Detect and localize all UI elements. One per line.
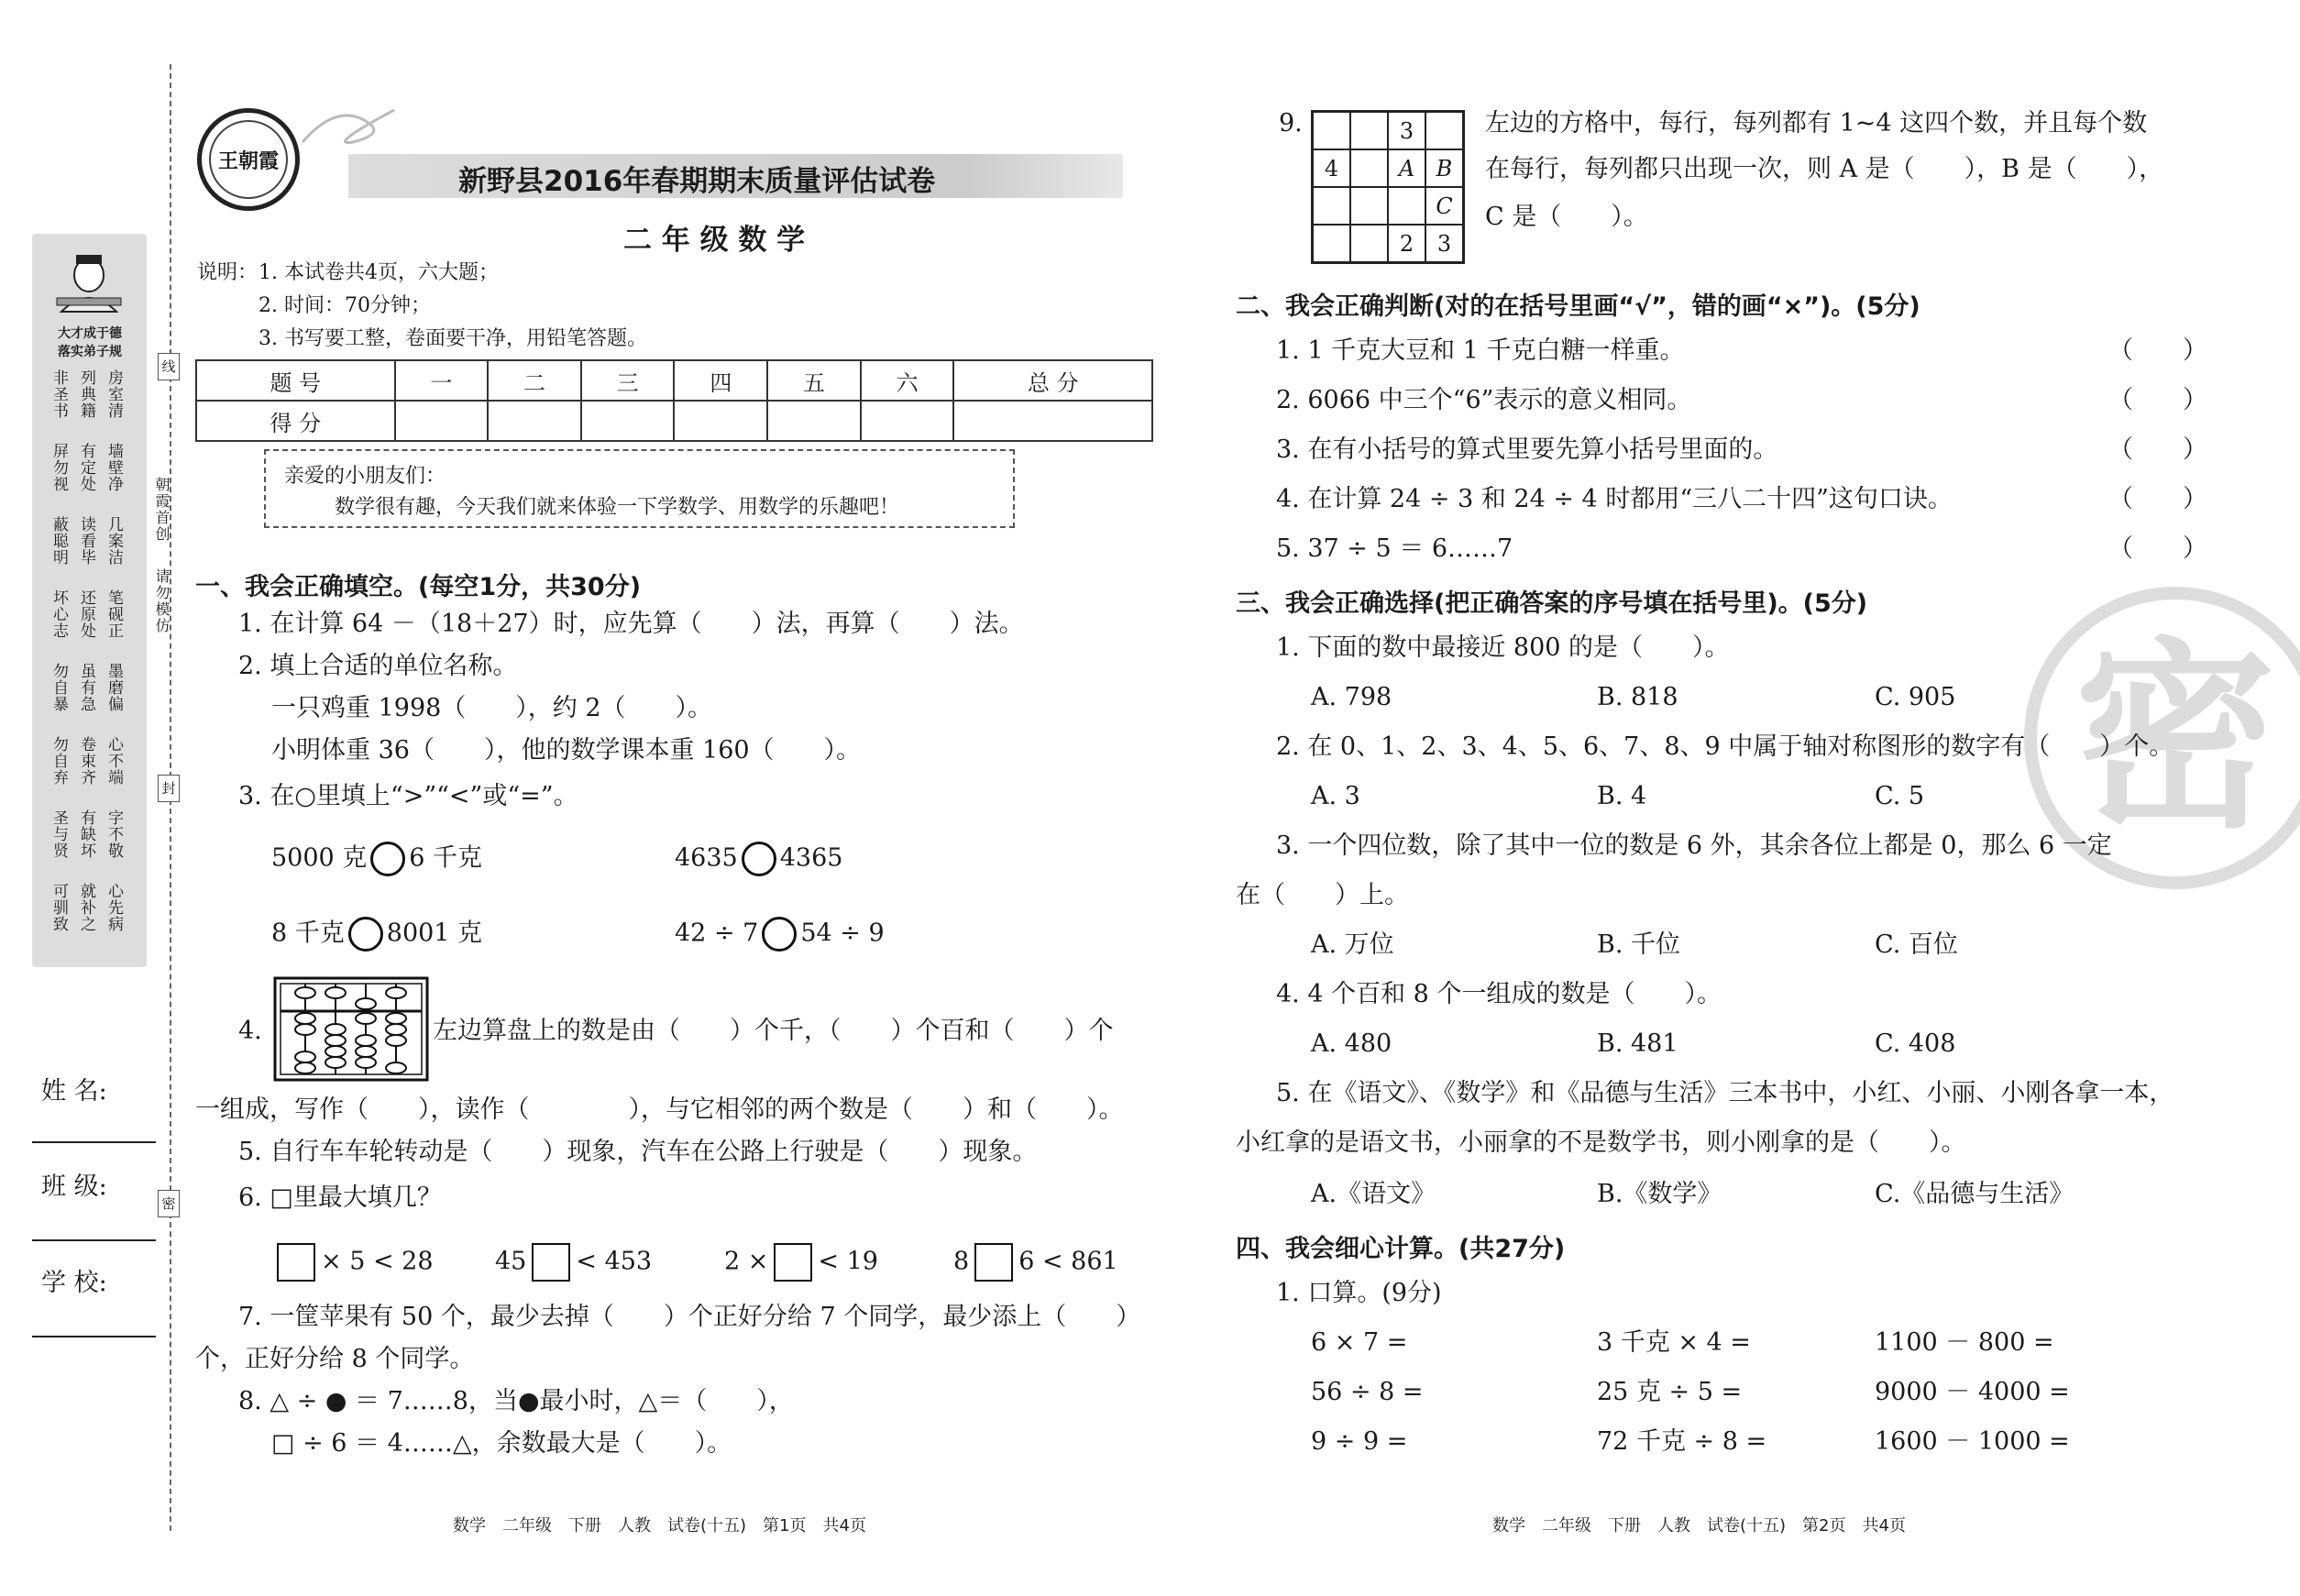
motto-columns: [49, 369, 136, 956]
motto-panel: [32, 234, 147, 967]
s2-item-4: 4. 在计算 24 ÷ 3 和 24 ÷ 4 时都用“三八二十四”这句口诀。: [1276, 485, 1953, 513]
score-header-cell: 六: [861, 360, 954, 401]
score-table-header-row: [196, 360, 1152, 401]
score-cell[interactable]: [767, 401, 861, 441]
class-label: 班 级:: [41, 1172, 107, 1201]
s3-q1-opt-c: C. 905: [1875, 683, 1956, 711]
s1-q1: 1. 在计算 64 －（18＋27）时，应先算（ ）法，再算（ ）法。: [238, 610, 1024, 638]
greeting-body: 数学很有趣，今天我们就来体验一下学数学、用数学的乐趣吧！: [335, 496, 900, 519]
motto-column: 几案洁: [105, 516, 123, 566]
grid-cell: A: [1388, 149, 1425, 187]
section3-title: 三、我会正确选择(把正确答案的序号填在括号里)。(5分): [1236, 589, 1868, 618]
motto-column: 读看毕: [77, 516, 95, 566]
s3-q4-opt-b: B. 481: [1597, 1029, 1678, 1058]
compare-left: 5000 克: [271, 843, 368, 873]
compare-left: 4635: [675, 843, 738, 873]
q9-line1: 左边的方格中，每行，每列都有 1~4 这四个数，并且每个数: [1485, 109, 2148, 138]
motto-column: 蔽聪明: [50, 516, 68, 566]
logo-emblem: [197, 108, 300, 211]
compare-item-3: [271, 917, 482, 952]
s2-item-3: 3. 在有小括号的算式里要先算小括号里面的。: [1276, 435, 1778, 464]
seal-line-marker: [158, 353, 180, 380]
fill-box-post: × 5 < 28: [321, 1247, 434, 1276]
s3-q1: 1. 下面的数中最接近 800 的是（ ）。: [1276, 633, 1730, 662]
q9-number: 9.: [1279, 109, 1303, 138]
s1-q8b: □ ÷ 6 ＝ 4……△，余数最大是（ ）。: [271, 1429, 732, 1458]
grid-cell[interactable]: [1313, 225, 1350, 262]
score-cell[interactable]: [953, 401, 1152, 441]
score-table: [195, 359, 1153, 442]
calc-cell: 72 千克 ÷ 8 =: [1597, 1427, 1767, 1456]
fill-box-post: < 19: [818, 1247, 878, 1276]
score-header-cell: 四: [674, 360, 767, 401]
motto-column: 还原处: [77, 589, 95, 639]
motto-column: 有定处: [77, 443, 95, 492]
s3-q2-opt-c: C. 5: [1875, 782, 1925, 810]
compare-left: 8 千克: [271, 919, 345, 948]
section2-title: 二、我会正确判断(对的在括号里画“√”，错的画“×”)。(5分): [1236, 292, 1920, 321]
score-cell[interactable]: [581, 401, 675, 441]
name-field-line[interactable]: [32, 1141, 156, 1143]
s1-q4a: 左边算盘上的数是由（ ）个千，（ ）个百和（ ）个: [433, 1017, 1114, 1045]
score-header-cell: 二: [488, 360, 581, 401]
score-cell[interactable]: [488, 401, 581, 441]
s1-q2: 2. 填上合适的单位名称。: [238, 652, 518, 680]
judge-bracket[interactable]: （ ）: [2108, 386, 2207, 414]
grid-cell: 3: [1388, 112, 1425, 149]
compare-item-1: [271, 842, 482, 876]
s1-q4b: 一组成，写作（ ），读作（ ），与它相邻的两个数是（ ）和（ ）。: [195, 1095, 1124, 1124]
fill-box-post: < 453: [576, 1247, 653, 1276]
instruction-3: 3. 书写要工整，卷面要干净，用铅笔答题。: [259, 327, 647, 350]
fill-box-pre: 2 ×: [724, 1247, 769, 1276]
s3-q5-opt-c: C.《品德与生活》: [1875, 1180, 2074, 1208]
score-table-score-row: [196, 401, 1152, 441]
grid-cell[interactable]: [1350, 187, 1388, 225]
s1-q4-number: 4.: [238, 1017, 262, 1045]
secret-stamp-text: 密: [2074, 621, 2276, 855]
q9-grid: [1311, 110, 1465, 264]
fill-box-item-2: [495, 1243, 652, 1282]
score-cell[interactable]: [395, 401, 489, 441]
s2-item-1: 1. 1 千克大豆和 1 千克白糖一样重。: [1276, 336, 1685, 365]
grid-cell: 2: [1388, 225, 1425, 262]
s3-q5-opt-b: B.《数学》: [1597, 1180, 1722, 1208]
instruction-1: 1. 本试卷共4页，六大题；: [259, 261, 499, 284]
score-header-cell: 题 号: [196, 360, 395, 401]
motto-top: 大才成于德: [58, 326, 122, 341]
s3-q4-opt-c: C. 408: [1875, 1029, 1956, 1058]
fill-box-input[interactable]: [774, 1243, 812, 1282]
calc-cell: 1600 － 1000 =: [1875, 1427, 2070, 1456]
motto-column: 虽有急: [77, 663, 95, 712]
motto-column: 坏心志: [50, 589, 68, 639]
compare-right: 6 千克: [409, 843, 483, 873]
motto-column: 非圣书: [50, 369, 68, 419]
s1-q2b: 小明体重 36（ ），他的数学课本重 160（ ）。: [271, 736, 862, 765]
s3-q1-opt-b: B. 818: [1597, 683, 1678, 711]
motto-column: 就补之: [77, 883, 95, 932]
calc-cell: 9 ÷ 9 =: [1311, 1427, 1408, 1456]
motto-bottom: 落实弟子规: [58, 345, 122, 359]
score-row-label: 得 分: [196, 401, 395, 441]
s1-q7b: 个，正好分给 8 个同学。: [195, 1345, 475, 1373]
score-header-cell: 五: [767, 360, 861, 401]
compare-right: 8001 克: [386, 919, 483, 948]
s3-q4-opt-a: A. 480: [1311, 1029, 1392, 1058]
greeting-title: 亲爱的小朋友们：: [284, 465, 446, 488]
class-field-line[interactable]: [32, 1239, 156, 1241]
calc-cell: 6 × 7 =: [1311, 1328, 1408, 1357]
calc-cell: 25 克 ÷ 5 =: [1597, 1378, 1743, 1406]
motto-column: 笔砚正: [105, 589, 123, 639]
score-cell[interactable]: [861, 401, 954, 441]
score-header-cell: 总 分: [953, 360, 1152, 401]
motto-column: 心先病: [105, 883, 123, 932]
q9-line3: C 是（ ）。: [1485, 203, 1648, 231]
instruction-2: 2. 时间：70分钟；: [259, 294, 431, 317]
grid-cell[interactable]: [1313, 112, 1350, 149]
fill-box-input[interactable]: [532, 1243, 570, 1282]
grid-cell[interactable]: [1313, 187, 1350, 225]
s3-q2-opt-b: B. 4: [1597, 782, 1647, 810]
motto-column: 勿自暴: [50, 663, 68, 712]
footer-left: 数学 二年级 下册 人教 试卷(十五) 第1页 共4页: [453, 1516, 866, 1535]
s3-q5b: 小红拿的是语文书，小丽拿的不是数学书，则小刚拿的是（ ）。: [1236, 1128, 1966, 1157]
motto-column: 卷束齐: [77, 736, 95, 786]
s1-q5: 5. 自行车车轮转动是（ ）现象，汽车在公路上行驶是（ ）现象。: [238, 1138, 1038, 1166]
compare-circle-input[interactable]: [370, 842, 405, 876]
compare-circle-input[interactable]: [348, 917, 383, 952]
scholar-illustration: [52, 248, 126, 319]
grid-cell: 4: [1313, 149, 1350, 187]
s3-q1-opt-a: A. 798: [1311, 683, 1392, 711]
judge-bracket[interactable]: （ ）: [2108, 485, 2207, 513]
s3-q2: 2. 在 0、1、2、3、4、5、6、7、8、9 中属于轴对称图形的数字有（ ）个。: [1276, 732, 2174, 761]
compare-item-2: [675, 842, 842, 876]
grid-cell[interactable]: [1350, 149, 1388, 187]
motto-column: 墨磨偏: [105, 663, 123, 712]
motto-column: 圣与贤: [50, 809, 68, 859]
school-field-line[interactable]: [32, 1336, 156, 1337]
calc-cell: 9000 － 4000 =: [1875, 1378, 2070, 1406]
s3-q3a: 3. 一个四位数，除了其中一位的数是 6 外，其余各位上都是 0，那么 6 一定: [1276, 831, 2112, 860]
q9-line2: 在每行，每列都只出现一次，则 A 是（ ），B 是（ ），: [1485, 155, 2164, 183]
fill-box-input[interactable]: [277, 1243, 315, 1282]
s3-q4: 4. 4 个百和 8 个一组成的数是（ ）。: [1276, 980, 1722, 1008]
compare-circle-input[interactable]: [742, 842, 776, 876]
grid-cell[interactable]: [1425, 112, 1463, 149]
calc-cell: 56 ÷ 8 =: [1311, 1378, 1424, 1406]
s1-q2a: 一只鸡重 1998（ ），约 2（ ）。: [271, 694, 713, 722]
section1-title: 一、我会正确填空。(每空1分，共30分): [195, 573, 642, 601]
s3-q2-opt-a: A. 3: [1311, 782, 1360, 810]
motto-column: 房室清: [105, 369, 123, 419]
fill-box-pre: 45: [495, 1247, 527, 1276]
compare-right: 4365: [779, 843, 843, 873]
s2-item-2: 2. 6066 中三个“6”表示的意义相同。: [1276, 386, 1692, 414]
main-title: 新野县2016年春期期末质量评估试卷: [458, 165, 936, 198]
logo-text: 王朝霞: [217, 149, 279, 173]
compare-circle-input[interactable]: [762, 917, 797, 952]
copyright-a: 朝霞首创: [153, 477, 171, 543]
score-header-cell: 三: [581, 360, 675, 401]
motto-column: 心不端: [105, 736, 123, 786]
grid-cell[interactable]: [1388, 187, 1425, 225]
fill-box-input[interactable]: [974, 1243, 1013, 1282]
s1-q3: 3. 在○里填上“>”“<”或“=”。: [238, 782, 578, 810]
s3-q3-opt-b: B. 千位: [1597, 930, 1681, 959]
motto-column: 可驯致: [50, 883, 68, 932]
s3-q3b: 在（ ）上。: [1236, 881, 1409, 909]
s1-q7a: 7. 一筐苹果有 50 个，最少去掉（ ）个正好分给 7 个同学，最少添上（ ）: [238, 1303, 1141, 1331]
s3-q3-opt-a: A. 万位: [1311, 930, 1394, 959]
motto-column: 墙壁净: [105, 443, 123, 492]
school-label: 学 校:: [41, 1269, 107, 1297]
judge-bracket[interactable]: （ ）: [2108, 435, 2207, 464]
instructions-label: 说明：: [197, 261, 259, 284]
s3-q5a: 5. 在《语文》、《数学》和《品德与生活》三本书中，小红、小丽、小刚各拿一本，: [1276, 1079, 2174, 1107]
grid-cell[interactable]: [1350, 225, 1388, 262]
score-header-cell: 一: [395, 360, 489, 401]
grid-cell[interactable]: [1350, 112, 1388, 149]
motto-column: 列典籍: [77, 369, 95, 419]
subtitle: 二 年 级 数 学: [623, 224, 806, 257]
seal-seal-marker: [158, 775, 180, 802]
fill-box-post: 6 < 861: [1018, 1247, 1118, 1276]
section4-title: 四、我会细心计算。(共27分): [1236, 1235, 1566, 1263]
fill-box-pre: 8: [953, 1247, 970, 1276]
footer-right: 数学 二年级 下册 人教 试卷(十五) 第2页 共4页: [1492, 1516, 1906, 1535]
seal-secret-text: 密: [161, 1195, 176, 1212]
score-cell[interactable]: [674, 401, 767, 441]
ribbon-decoration: [298, 101, 399, 160]
judge-bracket[interactable]: （ ）: [2108, 336, 2207, 365]
s1-q6: 6. □里最大填几？: [238, 1183, 442, 1212]
s2-item-5: 5. 37 ÷ 5 ＝ 6……7: [1276, 534, 1513, 563]
motto-column: 勿自弃: [50, 736, 68, 786]
name-label: 姓 名:: [41, 1077, 107, 1106]
s4-sub1: 1. 口算。(9分): [1276, 1279, 1442, 1307]
copyright-b: 请勿模仿: [153, 568, 171, 634]
grid-cell: C: [1425, 187, 1463, 225]
compare-item-4: [675, 917, 885, 952]
grid-cell: B: [1425, 149, 1463, 187]
grid-cell: 3: [1425, 225, 1463, 262]
seal-seal-text: 封: [161, 780, 176, 797]
calc-cell: 3 千克 × 4 =: [1597, 1328, 1751, 1357]
s3-q3-opt-c: C. 百位: [1875, 930, 1958, 959]
abacus-image: [273, 976, 429, 1085]
seal-secret-marker: [158, 1190, 180, 1217]
fill-box-item-1: [271, 1243, 434, 1282]
motto-column: 屏勿视: [50, 443, 68, 492]
motto-column: 字不敬: [105, 809, 123, 859]
s3-q5-opt-a: A.《语文》: [1311, 1180, 1436, 1208]
motto-column: 有缺坏: [77, 809, 95, 859]
fill-box-item-3: [724, 1243, 878, 1282]
s1-q8a: 8. △ ÷ ● ＝ 7……8，当●最小时，△＝（ ），: [238, 1387, 794, 1415]
compare-right: 54 ÷ 9: [800, 919, 885, 948]
calc-cell: 1100 － 800 =: [1875, 1328, 2054, 1357]
fill-box-item-4: [953, 1243, 1118, 1282]
judge-bracket[interactable]: （ ）: [2108, 534, 2207, 563]
seal-line-text: 线: [161, 358, 176, 375]
compare-left: 42 ÷ 7: [675, 919, 759, 948]
